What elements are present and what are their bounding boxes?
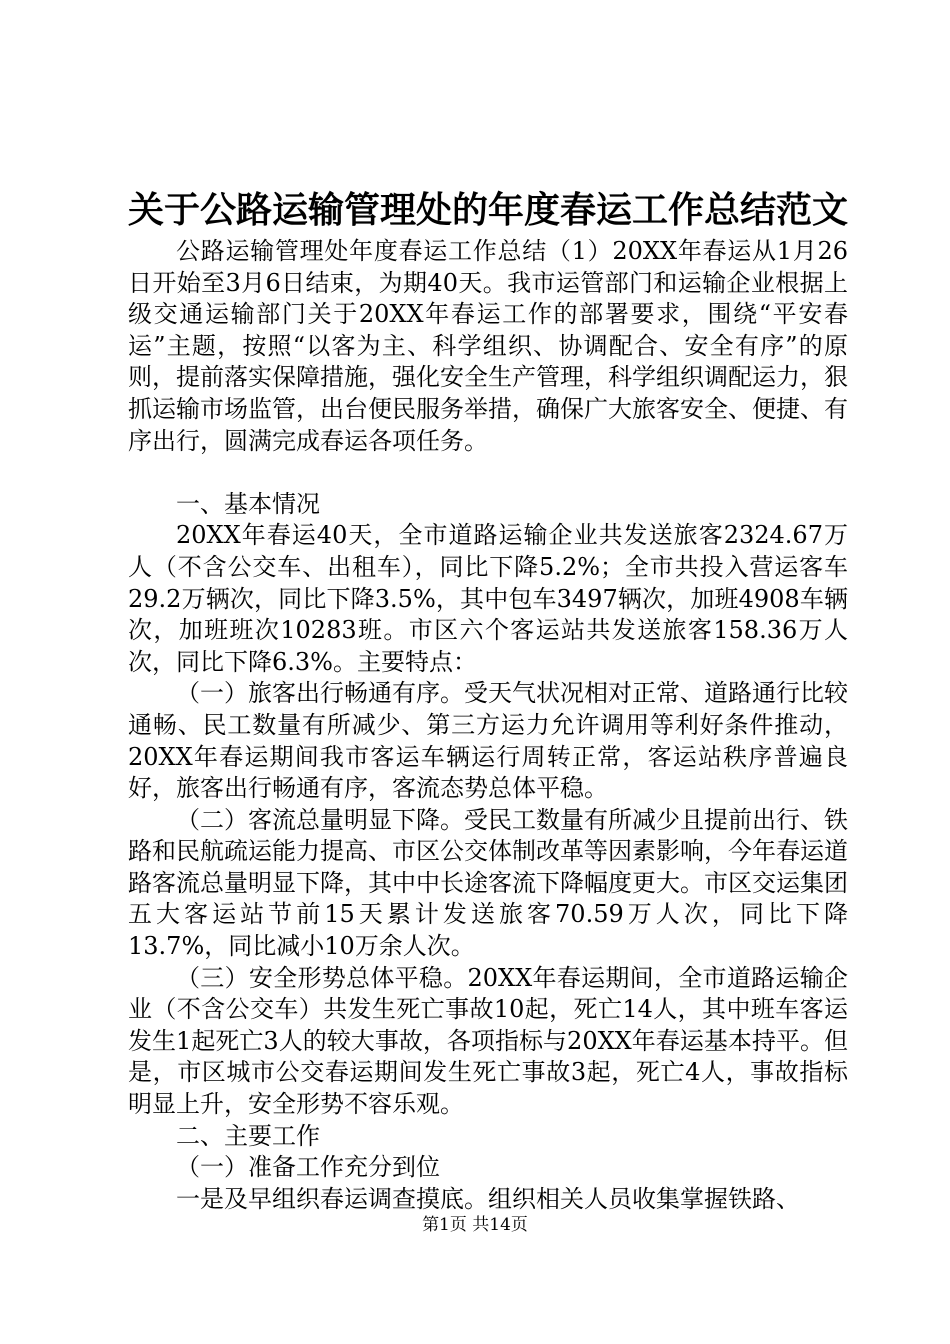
preparation-paragraph: 一是及早组织春运调查摸底。组织相关人员收集掌握铁路、 bbox=[176, 1184, 800, 1213]
section-heading-main-work: 二、主要工作 bbox=[176, 1121, 320, 1150]
intro-paragraph: 公路运输管理处年度春运工作总结（1）20XX年春运从1月26日开始至3月6日结束，为期40天。我市运管部门和运输企业根据上级交通运输部门关于20XX年春运工作的部署要求，围绕“平安春运”主题，按照“以客为主、科学组织、协调配合、安全有序”的原则，提前落实保障措施，强化安全生产管理，科学组织调配运力，狠抓运输市场监管，出台便民服务举措，确保广大旅客安全、便捷、有序出行，圆满完成春运各项任务。 bbox=[128, 237, 848, 455]
document-body bbox=[128, 236, 848, 1215]
subsection-heading-preparation: （一）准备工作充分到位 bbox=[176, 1153, 440, 1182]
page-footer: 第1页 共14页 bbox=[422, 1215, 528, 1235]
feature-paragraph-3: （三）安全形势总体平稳。20XX年春运期间，全市道路运输企业（不含公交车）共发生死亡事故10起，死亡14人，其中班车客运发生1起死亡3人的较大事故，各项指标与20XX年春运基本持平。但是，市区城市公交春运期间发生死亡事故3起，死亡4人，事故指标明显上升，安全形势不容乐观。 bbox=[128, 963, 848, 1119]
basic-situation-paragraph: 20XX年春运40天，全市道路运输企业共发送旅客2324.67万人（不含公交车、出租车），同比下降5.2%；全市共投入营运客车29.2万辆次，同比下降3.5%，其中包车3497辆次，加班4908车辆次，加班班次10283班。市区六个客运站共发送旅客158.36万人次，同比下降6.3%。主要特点： bbox=[128, 521, 848, 676]
feature-paragraph-2: （二）客流总量明显下降。受民工数量有所减少且提前出行、铁路和民航疏运能力提高、市区公交体制改革等因素影响，今年春运道路客流总量明显下降，其中中长途客流下降幅度更大。市区交运集团五大客运站节前15天累计发送旅客70.59万人次，同比下降13.7%，同比减小10万余人次。 bbox=[128, 805, 848, 961]
paragraph-spacer bbox=[128, 457, 848, 489]
document-title: 关于公路运输管理处的年度春运工作总结范文 bbox=[128, 189, 849, 231]
feature-paragraph-1: （一）旅客出行畅通有序。受天气状况相对正常、道路通行比较通畅、民工数量有所减少、第三方运力允许调用等利好条件推动，20XX年春运期间我市客运车辆运行周转正常，客运站秩序普遍良好，旅客出行畅通有序，客流态势总体平稳。 bbox=[128, 679, 848, 803]
section-heading-basic-situation: 一、基本情况 bbox=[176, 489, 320, 518]
